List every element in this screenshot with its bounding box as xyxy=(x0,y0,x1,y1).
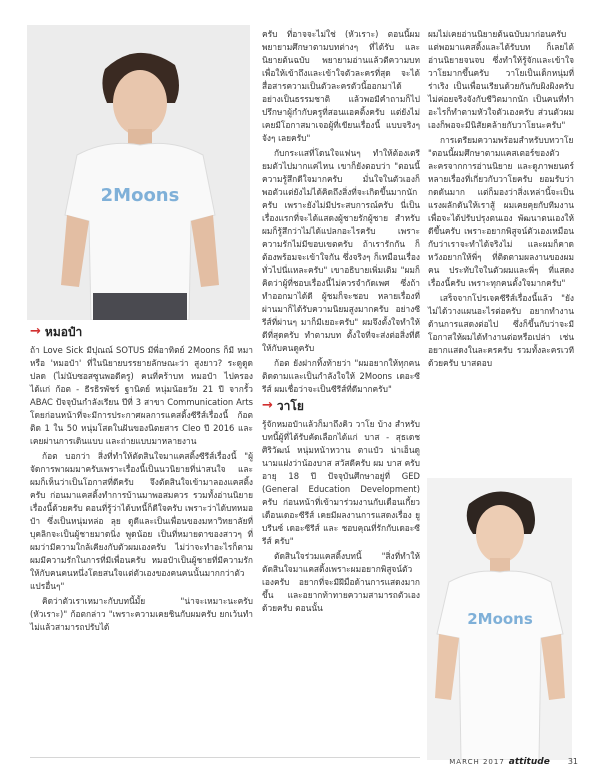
arrow-right-icon: → xyxy=(30,324,41,339)
paragraph: ตัดสินใจร่วมแคสติ้งบทนี้ "สิ่งที่ทำให้ตัดสินใจมาแคสติ้งเพราะผมอยากพิสูจน์ตัวเองครับ อยากที่จะมีฝีมือด้านการแสดงมากขึ้น และอยากท้าทายความสามารถตัวเองด้วยครับ ตอนนั้น xyxy=(262,551,420,613)
paragraph: คิดว่าตัวเราเหมาะกับบทนี้มั้ย "น่าจะเหมาะนะครับ (หัวเราะ)" ก้อตกล่าว "เพราะความเคยชินกับผมครับ ยกเว้นทำไม่แล้วสามารถปรับได้ xyxy=(30,596,253,632)
paragraph: ครับ ที่อาจจะไม่ใช่ (หัวเราะ) ตอนนี้ผมพยายามศึกษาตามบทต่างๆ ที่ได้รับ และนิยายต้นฉบับ พยายามอ่านแล้วตีความบทเพื่อให้เข้าถึงและเข้าใจตัวละครที่สุด จะได้สื่อสารความเป็นตัวละครตัวนี้ออกมาได้อย่างเป็นธรรมชาติ แล้วพอมีคำถามก็ไปปรึกษาผู้กำกับครูที่สอนแอคติ้งครับ แต่ยังไม่เคยมีโอกาสมาเจอผู้ที่เขียนเรื่องนี้ แบบจริงๆ จังๆ เลยครับ" xyxy=(262,29,420,143)
photo-mor-pa xyxy=(27,25,250,320)
paragraph: เสร็จจากโปรเจคซีรีส์เรื่องนี้แล้ว "ยังไม่ได้วางแผนอะไรต่อครับ อยากทำงานด้านการแสดงต่อไป ซึ่งก็ขึ้นกับว่าจะมีโอกาสให้ผมได้ทำงานต่อหรือเปล่า เช่นอยากแสดงในละครครับ รวมทั้งละครเวทีด้วยครับ บาสตอบ xyxy=(428,293,574,368)
heading-text: วาโย xyxy=(276,399,304,413)
arrow-right-icon: → xyxy=(262,398,273,413)
column-2 xyxy=(262,28,420,617)
shirt-print-bottom: 2Moons xyxy=(467,610,533,628)
heading-text: หมอป๋า xyxy=(44,325,83,339)
paragraph: รู้จักหมอป๋าแล้วก็มาถึงคิว วาโย บ้าง สำหรับบทนี้ผู้ที่ได้รับคัดเลือกได้แก่ บาส - สุธเดช ศิริวัฒน์ หนุ่มหน้าหวาน ตาแป๋ว น่าเอ็นดู นามแฝงว่าน้องบาส สวัสดีครับ ผม บาส ครับ อายุ 18 ปี ปัจจุบันศึกษาอยู่ที่ GED (General Education Development) ครับ ก่อนหน้าที่เข้ามาร่วมงานกับเดือนเกี้ยวเดือนเดอะซีรีส์ เคยมีผลงานการแสดงเรื่อง ยูบรีนซ์ เดอะซีรีส์ และ ชอบคุณที่รักกับเดอะซีรีส์ ครับ" xyxy=(262,419,420,546)
paragraph: การเตรียมความพร้อมสำหรับบทวาโย "ตอนนี้ผมศึกษาตามแคสเตอร์ของตัวละครจากการอ่านนิยาย และดูภาพยนตร์หลายเรื่องที่เกี่ยวกับวาโยครับ ยอมรับว่ากดดันมาก แต่ก็มองว่าสิ่งเหล่านี้จะเป็นแรงผลักดันให้เราสู้ ผมเคยคุยกับทีมงานเพื่อจะได้ปรับปรุงตนเอง พัฒนาตนเองให้ดีขึ้นครับ เพราะอยากพิสูจน์ตัวเองเหมือนกับว่าเราจะทำได้จริงไม่ และผมก็คาดหวังอยากให้พี่ๆ ที่ติดตามผลงานของผม คน ประทับใจในตัวผมและพี่ๆ ที่แสดงเรื่องนี้ครับ เพราะทุกคนตั้งใจมากครับ" xyxy=(428,135,574,288)
section-heading-wayo xyxy=(262,398,420,414)
paragraph: ก้อต บอกว่า สิ่งที่ทำให้ตัดสินใจมาแคสติ้งซีรีส์เรื่องนี้ "ผู้จัดการพาผมมาครับเพราะเรื่องนี้เป็นนวนิยายที่น่าสนใจ และผมก็เห็นว่าเป็นโอกาสที่ดีครับ จึงตัดสินใจเข้ามาลองแคสติ้งครับ ก่อนมาแคสติ้งทำการบ้านมาพอสมควร รวมทั้งอ่านนิยายเรื่องนี้ด้วยครับ ตอนที่รู้ว่าได้บทนี้ก็ดีใจครับ เพราะว่าได้บทหมอป๋า ซึ่งเป็นหนุ่มหล่อ ลุย ดูดีและเป็นเพื่อนของมหาวิทยาลัยที่บุคลิกจะเป็นผู้ชายมาดนิ่ง พูดน้อย เป็นที่หมายตาของสาวๆ ที่ผมว่ามีความใกล้เคียงกับตัวผมเองครับ ไม่ว่าจะทำอะไรก็ตาม ผมมีความรักในการที่มีเพื่อนครับ หมอป๋าเป็นผู้ชายที่มีความรักให้กับคนคนหนึ่งโดยสนใจแต่ตัวเองของคนคนนั้นมากกว่าตัวแปรอื่นๆ" xyxy=(30,451,253,591)
column-3 xyxy=(428,28,574,372)
photo-mor-pa-image xyxy=(27,25,250,320)
section-heading-mor-pa xyxy=(30,324,253,340)
page-footer xyxy=(430,757,578,771)
photo-wayo-image xyxy=(427,478,572,760)
photo-wayo xyxy=(427,478,572,760)
paragraph: ถ้า Love Sick มีปุณณ์ SOTUS มีพี่อาทิตย์ 2Moons ก็มี หมา หรือ 'หมอป๋า' ที่ในนิยายบรรยายลักษณะว่า สูงยาว? ระดูดูดปลด (ไม่นับซอสซูนพอดีครู) คนที่คร้าบท หมอป๋า ไปครองได้แก่ ก้อต - ธีรธิรพัชร์ ฐานิตย์ หนุ่มน้อยวัย 21 ปี จากรั้ว ABAC ปัจจุบันกำลังเรียน ปีที่ 3 สาขา Communication Arts โดยก่อนหน้าที่จะมีการประกาศผลการแคสติ้งซีรีส์เรื่องนี้ ก้อตติด 1 ใน 50 หนุ่มโสดในฝันของนิตยสาร Cleo ปี 2016 และเคยผ่านการเดินแบบ และถ่ายแบบมาหลายงาน xyxy=(30,345,253,446)
column-1 xyxy=(30,322,253,636)
magazine-logo: attitude xyxy=(508,757,550,767)
issue-date: MARCH 2017 xyxy=(449,758,505,766)
page-number: 31 xyxy=(567,757,578,766)
shirt-print-top: 2Moons xyxy=(100,185,180,206)
paragraph: ผมไม่เคยอ่านนิยายต้นฉบับมาก่อนครับ แต่พอมาแคสติ้งและได้รับบท ก็เลยได้อ่านนิยายจนจบ ซึ่งทำให้รู้จักและเข้าใจวาโยมากขึ้นครับ วาโยเป็นเด็กหนุ่มที่ร่าเริง เป็นเพื่อนเรียนด้วยกันกับผิงผิงครับ ไม่ค่อยจริงจังกับชีวิตมากนัก เป็นคนที่ทำอะไรก็ทำตามหัวใจตัวเองครับ ส่วนตัวผมเองก็พอจะมีนิสัยคล้ายกับวาโยนะครับ" xyxy=(428,29,574,130)
footer-divider xyxy=(30,757,420,758)
paragraph: กับกระแสที่โดนใจแฟนๆ ทำให้ต้องเตรียมตัวไปมากแค่ไหน เขาก็ยังตอบว่า "ตอนนี้ความรู้สึกดีใจมากครับ มั่นใจในตัวเองก็พอตัวแต่ยังไม่ได้คิดถึงสิ่งที่จะเกิดขึ้นมากนักครับ เพราะยังไม่มีประสบการณ์ครับ นี่เป็นเรื่องแรกที่จะได้แสดงผู้ชายรักผู้ชาย สำหรับผมก็รู้สึกว่าไม่ได้แปลกอะไรครับ เพราะความรักไม่มีขอบเขตครับ ถ้าเรารักกัน ก็ต้องพร้อมจะเข้าใจกัน ซึ่งจริงๆ ก็เหมือนเรื่องทั่วไปนี่แหละครับ" เขาอธิบายเพิ่มเติม "ผมก็คิดว่าผู้ที่ชอบเรื่องนี้ไม่ควรจำกัดเพศ ซึ่งถ้าทำออกมาได้ดี ผู้ชมก็จะชอบ หลายเรื่องที่ผ่านมาก็ได้รับความนิยมสูงมากครับ อย่างซีรีส์ที่ผ่านๆ มาก็มีเยอะครับ" ผมจึงตั้งใจทำให้ดีที่สุดครับ ทำตามบท ตั้งใจที่จะส่งต่อสิ่งที่ดีให้กับคนดูครับ xyxy=(262,148,420,353)
paragraph: ก้อต ยังฝากทิ้งท้ายว่า "ผมอยากให้ทุกคนติดตามและเป็นกำลังใจให้ 2Moons เดอะซีรีส์ ผมเชื่อว่าจะเป็นซีรีส์ที่ดีมากครับ" xyxy=(262,358,420,394)
